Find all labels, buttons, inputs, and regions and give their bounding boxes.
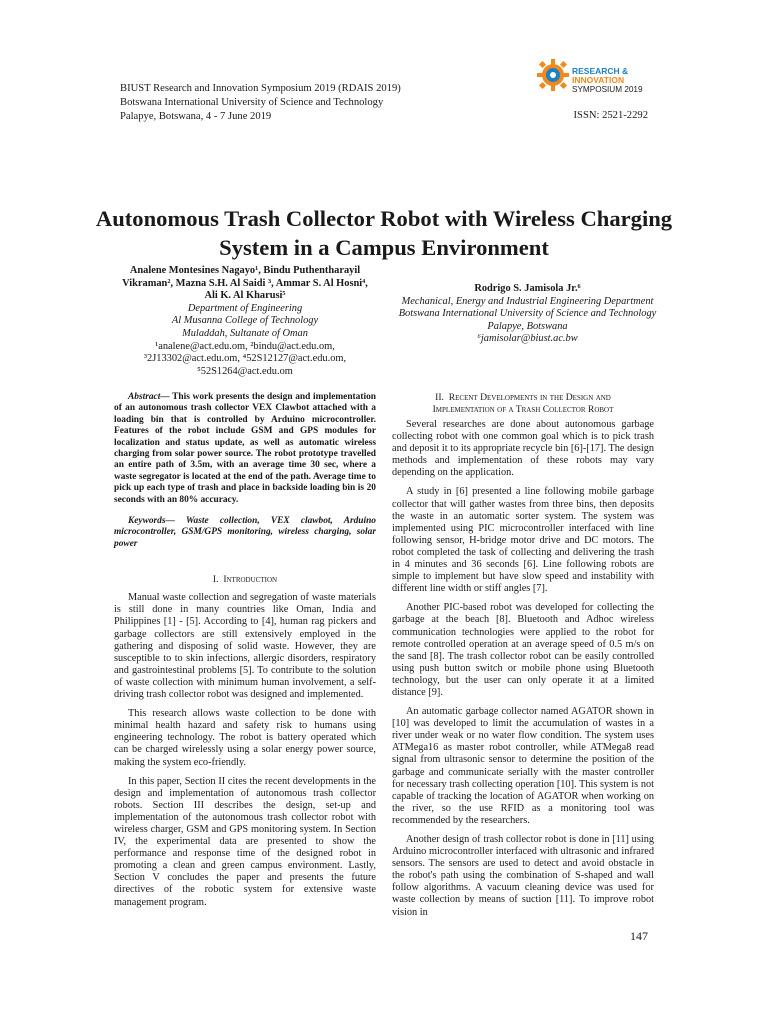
right-column xyxy=(392,392,654,926)
author-block-left xyxy=(120,265,370,378)
keywords: Keywords— Waste collection, VEX clawbot, Arduino microcontroller, GSM/GPS monitoring, wireless charging, solar power xyxy=(114,516,376,549)
author-right-place: Palapye, Botswana xyxy=(487,320,568,332)
paragraph: Another design of trash collector robot is done in [11] using Arduino microcontroller interfaced with ultrasonic and infrared sensors. The sensors are used to detect and avoid obstacle in the robot's path using the combination of S-shaped and wall follow algorithms. A vacuum cleaning device was used for waste collection by means of suction [11]. To improve robot vision in xyxy=(392,834,654,918)
author-right-university: Botswana International University of Science and Technology xyxy=(398,308,657,320)
conference-header xyxy=(120,82,540,124)
abstract-label: Abstract xyxy=(128,392,161,402)
paragraph: An automatic garbage collector named AGATOR shown in [10] was developed to limit the accumulation of wastes in a river under weak or no water flow condition. The system uses ATMega16 as master robot controller, while ATMega8 read signal from ultrasonic sensor to determine the position of the garbage and communicate serially with the master controller for necessary trash collecting operation [10]. This system is not capable of tracking the location of AGATOR when working on the river, so the use RFID as a monitoring tool was recommended by the researchers. xyxy=(392,706,654,826)
paragraph: Manual waste collection and segregation of waste materials is still done in many countries like Oman, India and Philippines [1] - [5]. According to [4], human rag pickers and garbage collectors are still extensively employed in the gathering and disposing of solid waste. However, they are susceptible to to skin infections, allergic disorders, respiratory and gastrointestinal problems [5]. To contribute to the solution of waste collection with minimum human involvement, a self-driving trash collector robot was designed and implemented. xyxy=(114,592,376,701)
page-number: 147 xyxy=(630,929,648,943)
header-line-2: Botswana International University of Science and Technology xyxy=(120,97,384,108)
section-title: Introduction xyxy=(223,574,278,586)
paragraph: A study in [6] presented a line following mobile garbage collector that will gather wastes from three bins, then deposits the waste in an automatic sorter system. The system was implemented using PIC microcontroller interfaced with line following sensor, H-bridge motor drive and DC motors. The robot completed the task of collecting and delivering the trash in 4 minutes and 36 seconds [6]. Line following robots are simple to implement but have slow speed and instability with different line width or stiff angles [7]. xyxy=(392,486,654,595)
paper-title: Autonomous Trash Collector Robot with Wireless Charging System in a Campus Environment xyxy=(95,206,673,260)
author-department: Department of Engineering xyxy=(187,302,303,314)
section-heading-2 xyxy=(392,392,654,416)
section-title-line-2: Implementation of a Trash Collector Robot xyxy=(432,404,614,415)
author-right-email: ⁶jamisolar@biust.ac.bw xyxy=(477,333,578,345)
author-block-right xyxy=(395,283,660,346)
paragraph: Several researches are done about autonomous garbage collecting robot with one common goal which is to pick trash and deposit it to its appropriate recycle bin [6]-[17]. The design methods and implementation of these robots may vary depending on the application. xyxy=(392,419,654,479)
abstract-text: — This work presents the design and implementation of an autonomous trash collector VEX Clawbot attached with a loading bin that is controlled by Arduino microcontroller. Features of the robot include GSM and GPS modules for localization and status update, as well as automatic wireless charging from solar power source. The robot prototype travelled an entire path of 3.5m, with an average time 30 sec, where a waste segregator is located at the end of the path. Average time to pick up each type of trash and place in backside loading bin is 20 seconds with an 80% accuracy. xyxy=(114,392,376,505)
author-name-right: Rodrigo S. Jamisola Jr.⁶ xyxy=(474,283,581,294)
header-line-3: Palapye, Botswana, 4 - 7 June 2019 xyxy=(120,111,272,122)
author-college: Al Musanna College of Technology xyxy=(171,315,319,327)
symposium-logo xyxy=(536,54,656,106)
abstract xyxy=(114,392,376,506)
logo-line-2: INNOVATION xyxy=(572,75,625,85)
issn: ISSN: 2521-2292 xyxy=(573,110,648,121)
paragraph: Another PIC-based robot was developed for collecting the garbage at the beach [8]. Bluetooth and Adhoc wireless communication technologies were applied to the robot for remote controlled operation at an average speed of 0.5 m/s on the sand [8]. The trash collector robot can be easily controlled using push button switch or mobile phone using Bluetooth technology, but the user can only operate it at a limited distance [9]. xyxy=(392,602,654,698)
author-place: Muladdah, Sultanate of Oman xyxy=(182,327,308,339)
author-right-department: Mechanical, Energy and Industrial Engineering Department xyxy=(401,295,654,307)
author-emails-1: ¹analene@act.edu.om, ²bindu@act.edu.om, xyxy=(155,340,335,352)
section-number: I. xyxy=(212,574,219,586)
paragraph: In this paper, Section II cites the recent developments in the design and implementation of autonomous trash collector robots. Section III describes the design, set-up and implementation of the autonomous trash collector robot with wireless charger, GSM and GPS monitoring system. In Section IV, the experimental data are presented to show the performance and response time of the designed robot in promoting a clean and green campus environment. Lastly, Section V concludes the paper and presents the future directives of the robotic system for extensive waste management program. xyxy=(114,775,376,908)
section-number: II. xyxy=(435,392,444,403)
section-heading-introduction xyxy=(114,574,376,586)
paragraph: This research allows waste collection to be done with minimal health hazard and safety risk to humans using engineering technology. The robot is battery operated which can be charged wirelessly using a solar energy power source, making the system eco-friendly. xyxy=(114,708,376,768)
gear-icon xyxy=(536,58,570,92)
author-names: Analene Montesines Nagayo¹, Bindu Puthentharayil Vikraman², Mazna S.H. Al Saidi ³, Ammar S. Al Hosni⁴, Ali K. Al Kharusi⁵ xyxy=(122,265,368,302)
logo-line-3: SYMPOSIUM 2019 xyxy=(572,85,643,94)
author-emails-2: ³2J13302@act.edu.om, ⁴52S12127@act.edu.om, xyxy=(143,353,347,365)
author-emails-3: ⁵52S1264@act.edu.om xyxy=(197,365,293,377)
section-title-line-1: Recent Developments in the Design and xyxy=(448,392,611,403)
left-column xyxy=(114,392,376,916)
header-line-1: BIUST Research and Innovation Symposium 2019 (RDAIS 2019) xyxy=(120,83,401,94)
logo-line-1: RESEARCH & xyxy=(572,66,629,76)
